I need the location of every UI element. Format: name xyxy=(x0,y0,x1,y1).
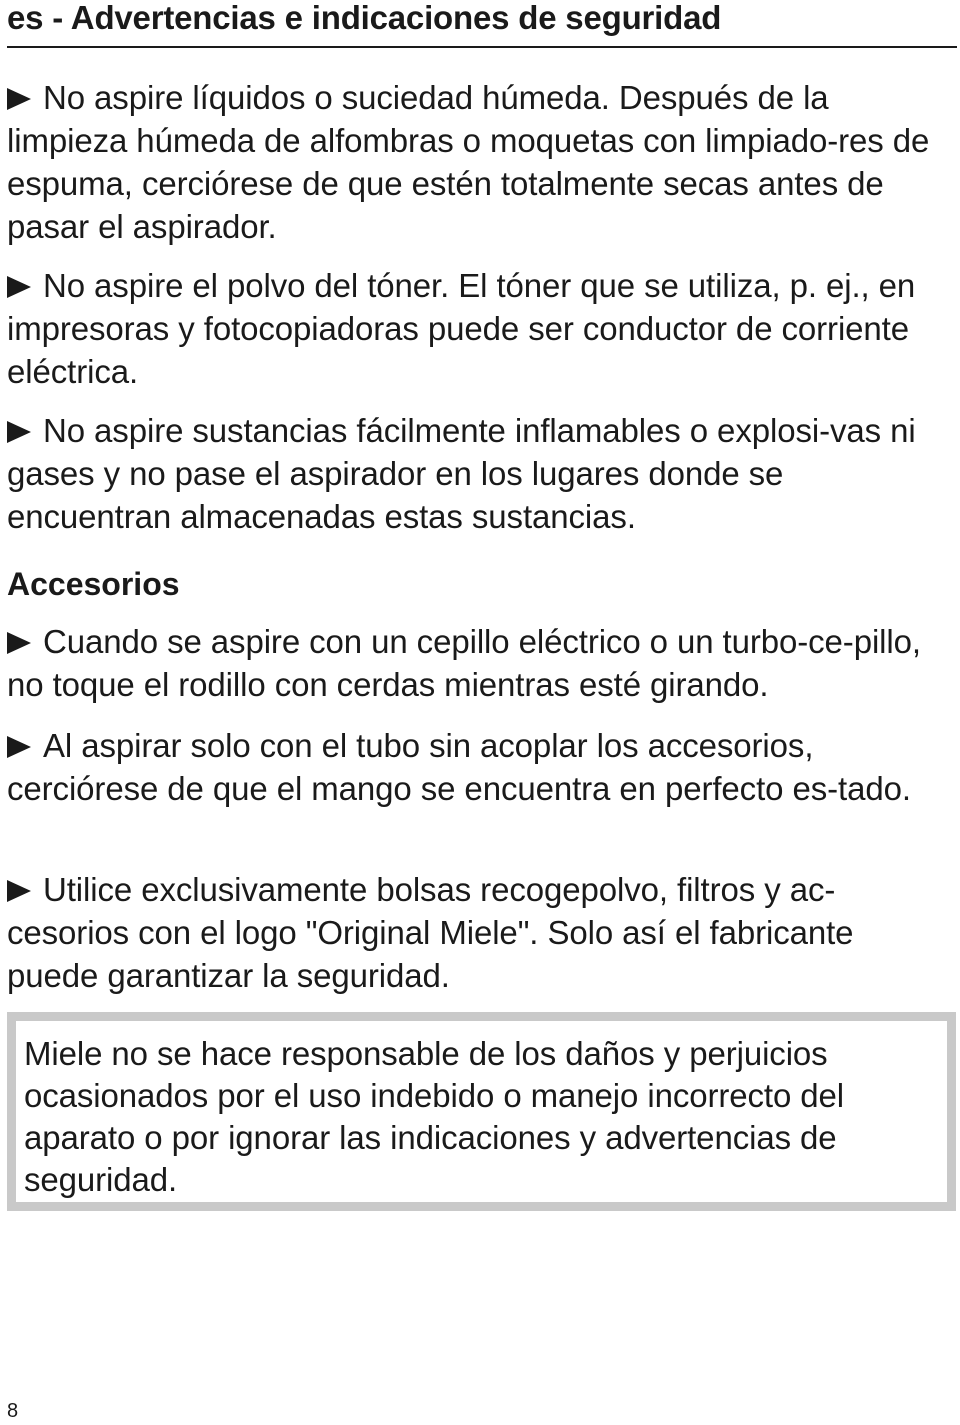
triangle-right-icon xyxy=(7,736,31,758)
triangle-right-icon xyxy=(7,88,31,110)
safety-item-text: No aspire líquidos o suciedad húmeda. Después de la limpieza húmeda de alfombras o moquetas con limpiado-res de espuma, cerciórese de que estén totalmente secas antes de pasar el aspirador. xyxy=(7,79,930,245)
triangle-right-icon xyxy=(7,276,31,298)
safety-item-text: No aspire sustancias fácilmente inflamables o explosi-vas ni gases y no pase el aspirador en los lugares donde se encuentran almacenadas estas sustancias. xyxy=(7,412,916,535)
safety-item xyxy=(7,409,953,538)
page-header xyxy=(7,0,957,48)
page-title: es - Advertencias e indicaciones de seguridad xyxy=(7,0,722,36)
safety-item-text: Cuando se aspire con un cepillo eléctrico o un turbo-ce-pillo, no toque el rodillo con cerdas mientras esté girando. xyxy=(7,623,921,703)
safety-item xyxy=(7,868,953,997)
triangle-right-icon xyxy=(7,880,31,902)
safety-item-text: Al aspirar solo con el tubo sin acoplar los accesorios, cerciórese de que el mango se encuentra en perfecto es-tado. xyxy=(7,727,911,807)
liability-notice-box xyxy=(7,1012,956,1211)
safety-item xyxy=(7,76,953,248)
safety-item-text: No aspire el polvo del tóner. El tóner que se utiliza, p. ej., en impresoras y fotocopiadoras puede ser conductor de corriente eléctrica. xyxy=(7,267,916,390)
safety-item xyxy=(7,620,953,706)
safety-item xyxy=(7,264,953,393)
section-title-accesorios: Accesorios xyxy=(7,566,180,602)
page-number: 8 xyxy=(7,1400,19,1422)
liability-notice-text: Miele no se hace responsable de los daños y perjuicios ocasionados por el uso indebido o manejo incorrecto del aparato o por ignorar las indicaciones y advertencias de seguridad. xyxy=(24,1035,845,1198)
safety-item xyxy=(7,724,953,810)
triangle-right-icon xyxy=(7,632,31,654)
triangle-right-icon xyxy=(7,421,31,443)
safety-item-text: Utilice exclusivamente bolsas recogepolvo, filtros y ac-cesorios con el logo "Original Miele". Solo así el fabricante puede garantizar la seguridad. xyxy=(7,871,854,994)
